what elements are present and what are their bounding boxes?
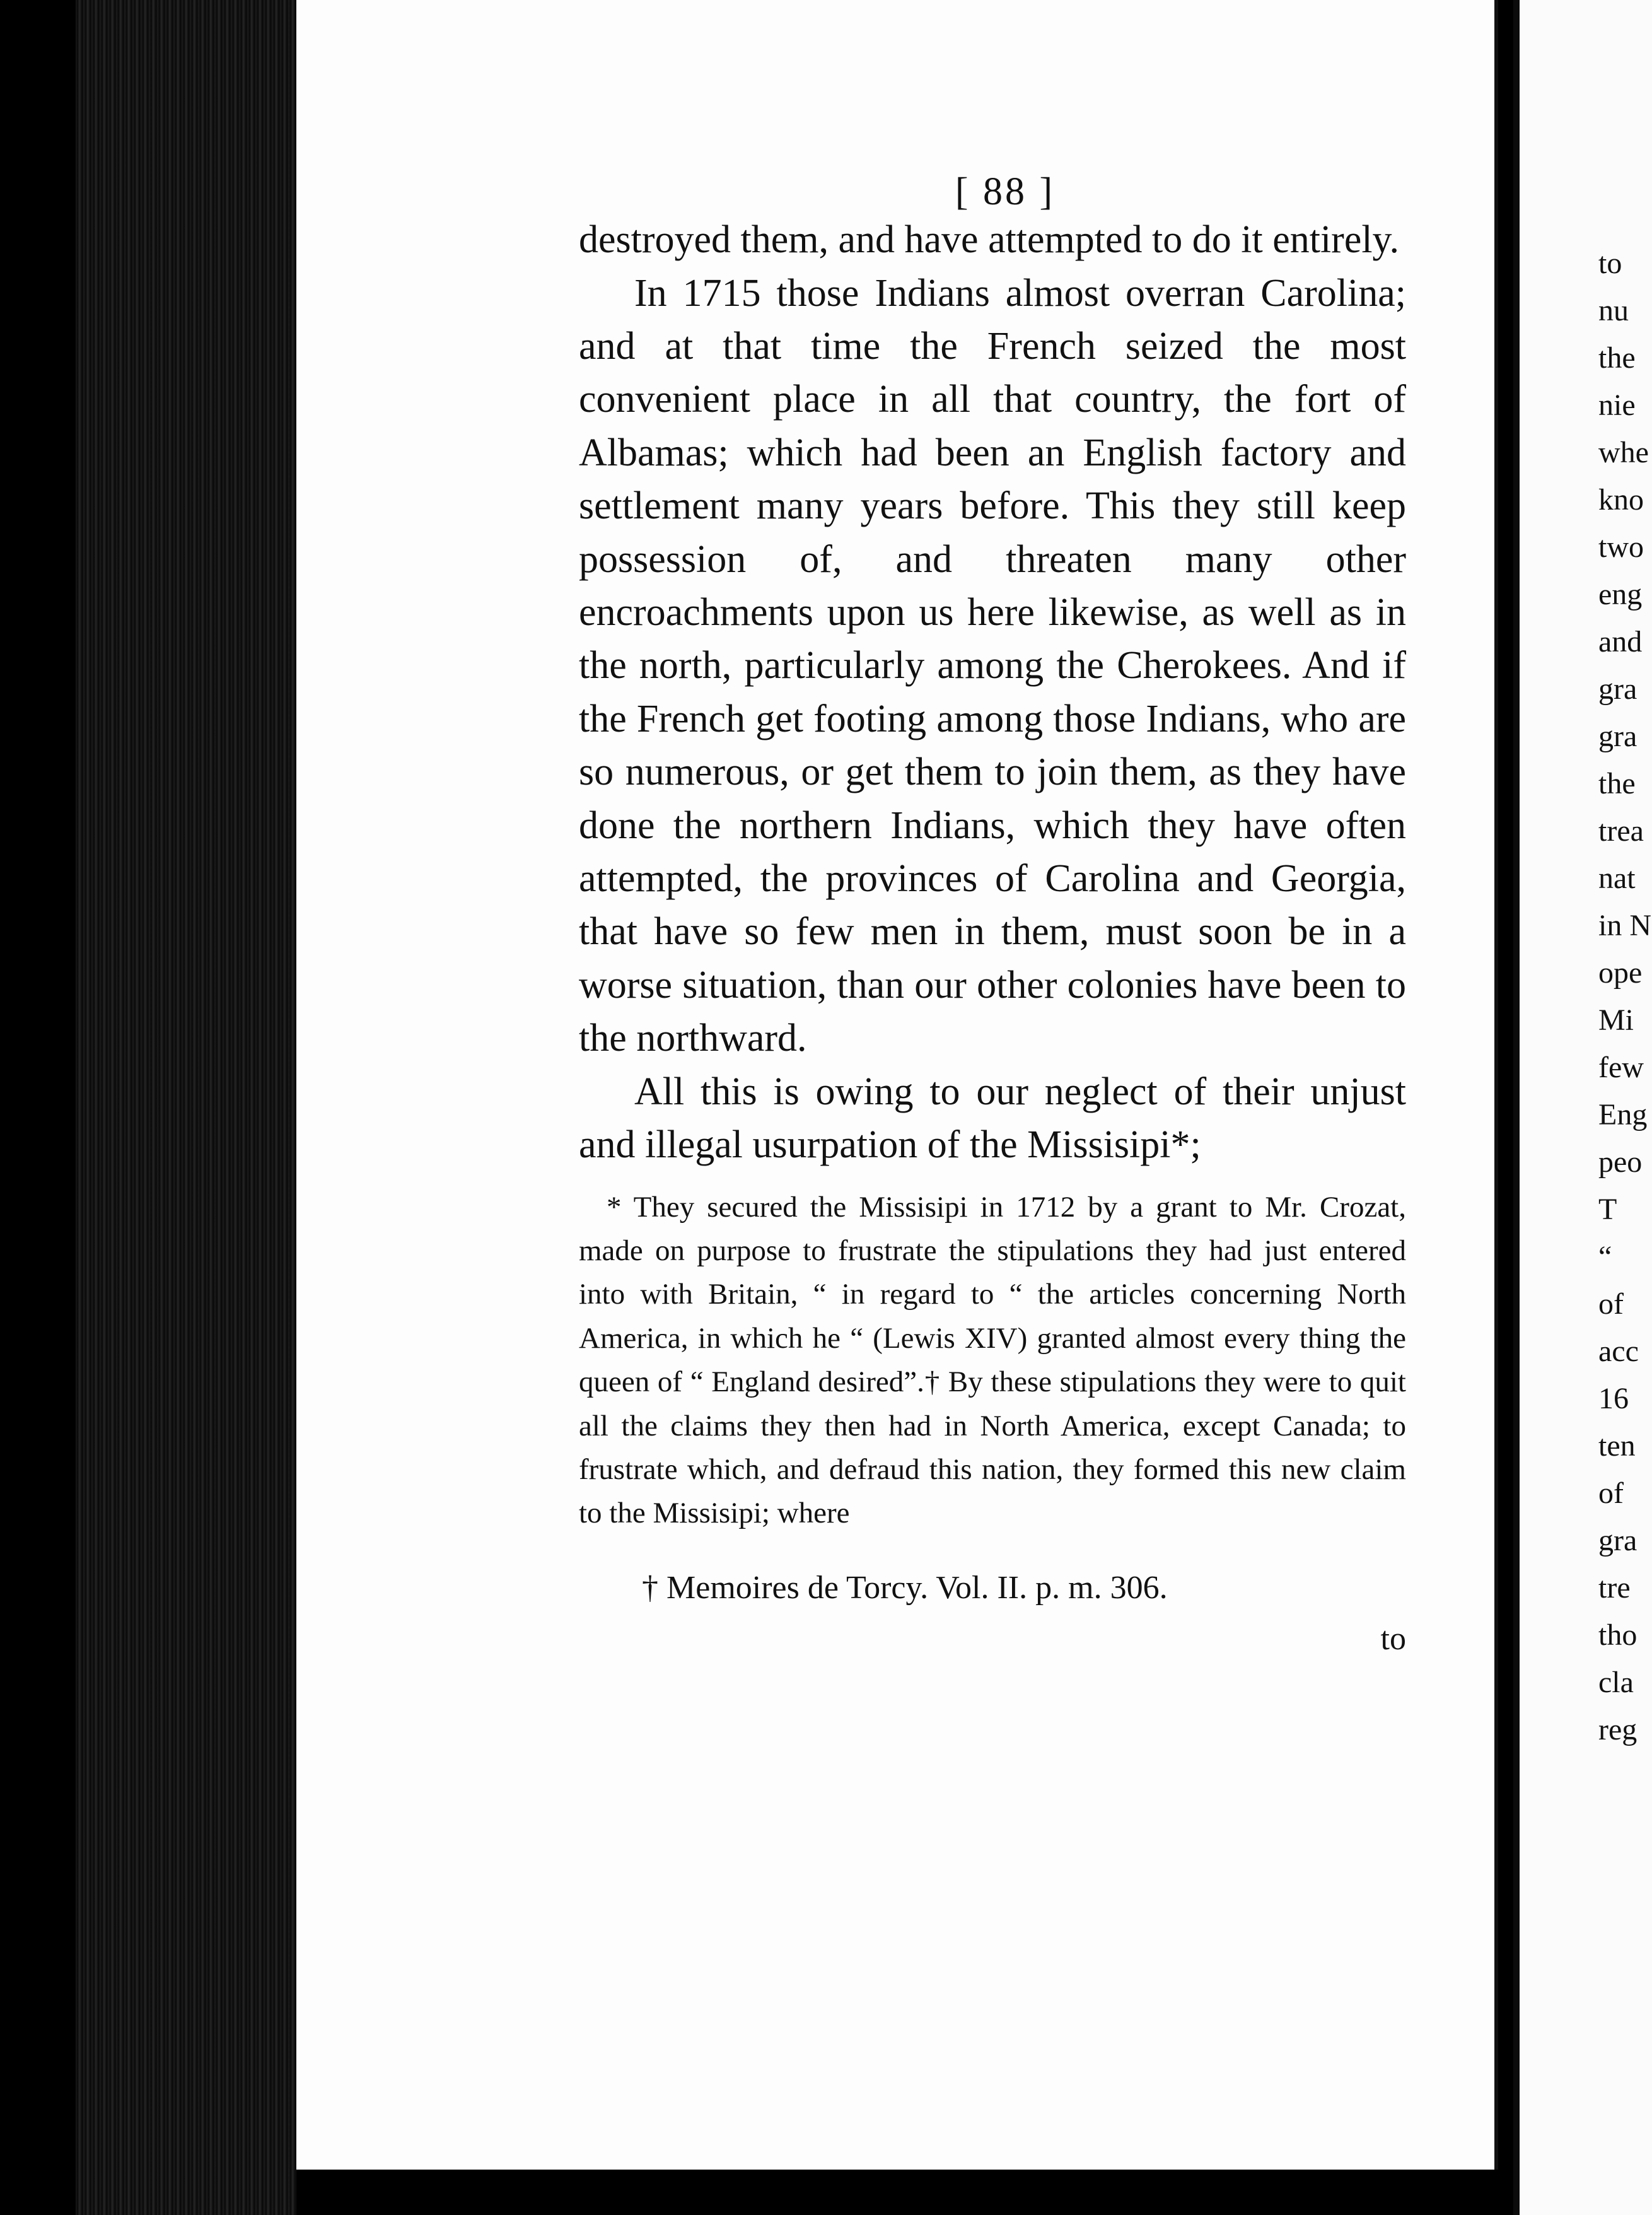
facing-page-fragment: ope (1598, 956, 1643, 990)
facing-page-fragment: the (1598, 767, 1636, 800)
facing-page-fragment: few (1598, 1051, 1644, 1084)
text-block (579, 170, 1406, 1657)
facing-page-fragment: nat (1598, 862, 1636, 895)
facing-page-fragment: the (1598, 341, 1636, 375)
paragraph-2: In 1715 those Indians almost overran Carolina; and at that time the French seized the most convenient place in all that country, the fort of Albamas; which had been an English factory and settlement many years before. This they still keep possession of, and threaten many other encroachments upon us here likewise, as well as in the north, particularly among the Cherokees. And if the French get footing among those Indians, who are so numerous, or get them to join them, as they have done the northern Indians, which they have often attempted, the provinces of Carolina and Georgia, that have so few men in them, must soon be in a worse situation, than our other colonies have been to the northward. (579, 271, 1406, 1060)
facing-page-fragment: kno (1598, 483, 1644, 517)
facing-page-fragment: of (1598, 1476, 1624, 1510)
facing-page-fragment: gra (1598, 672, 1637, 706)
facing-page-fragment: trea (1598, 814, 1644, 848)
footnote: * They secured the Missisipi in 1712 by a grant to Mr. Crozat, made on purpose to frustrate the stipulations they had just entered into with Britain, “ in regard to “ the articles concerning North America, in which he “ (Lewis XIV) granted almost every thing the queen of “ England desired”.† By these stipulations they were to quit all the claims they then had in North America, except Canada; to frustrate which, and defraud this nation, they formed this new claim to the Missisipi; where (579, 1190, 1406, 1530)
facing-page-fragment: “ (1598, 1240, 1612, 1273)
facing-page-fragment: cla (1598, 1666, 1634, 1699)
footnote-area (579, 1186, 1406, 1536)
paragraph-3: All this is owing to our neglect of their unjust and illegal usurpation of the Missisipi*; (579, 1070, 1406, 1167)
catchword: to (1380, 1620, 1406, 1657)
facing-page-fragment: ten (1598, 1429, 1636, 1463)
facing-page-fragment: eng (1598, 578, 1643, 611)
facing-page-fragment: two (1598, 530, 1644, 564)
facing-page-fragment: tre (1598, 1571, 1631, 1604)
scan-border-bottom (296, 2170, 1513, 2215)
facing-page-fragment: T (1598, 1193, 1617, 1226)
facing-page-fragment: nie (1598, 389, 1636, 422)
facing-page-fragment: to (1598, 247, 1622, 280)
page-number: [ 88 ] (955, 170, 1056, 213)
facing-page-fragment: whe (1598, 436, 1649, 469)
facing-page-fragment: of (1598, 1287, 1624, 1321)
facing-page-fragment: in N (1598, 909, 1651, 942)
facing-page-fragment: acc (1598, 1335, 1639, 1368)
facing-page-fragment: 16 (1598, 1382, 1629, 1415)
paragraph-1: destroyed them, and have attempted to do it entirely. (579, 218, 1400, 262)
facing-page-text (1598, 240, 1652, 1753)
scan-border-left (0, 0, 76, 2215)
facing-page-fragment: nu (1598, 294, 1629, 327)
facing-page-fragment: peo (1598, 1145, 1643, 1179)
facing-page-fragment: tho (1598, 1618, 1637, 1652)
facing-page-fragment: Eng (1598, 1098, 1648, 1131)
facing-page-fragment: gra (1598, 720, 1637, 753)
facing-page-fragment: gra (1598, 1524, 1637, 1557)
facing-page-fragment: and (1598, 625, 1643, 658)
facing-page-fragment: reg (1598, 1713, 1637, 1746)
facing-page-fragment: Mi (1598, 1003, 1634, 1037)
dagger-footnote: † Memoires de Torcy. Vol. II. p. m. 306. (642, 1569, 1168, 1606)
